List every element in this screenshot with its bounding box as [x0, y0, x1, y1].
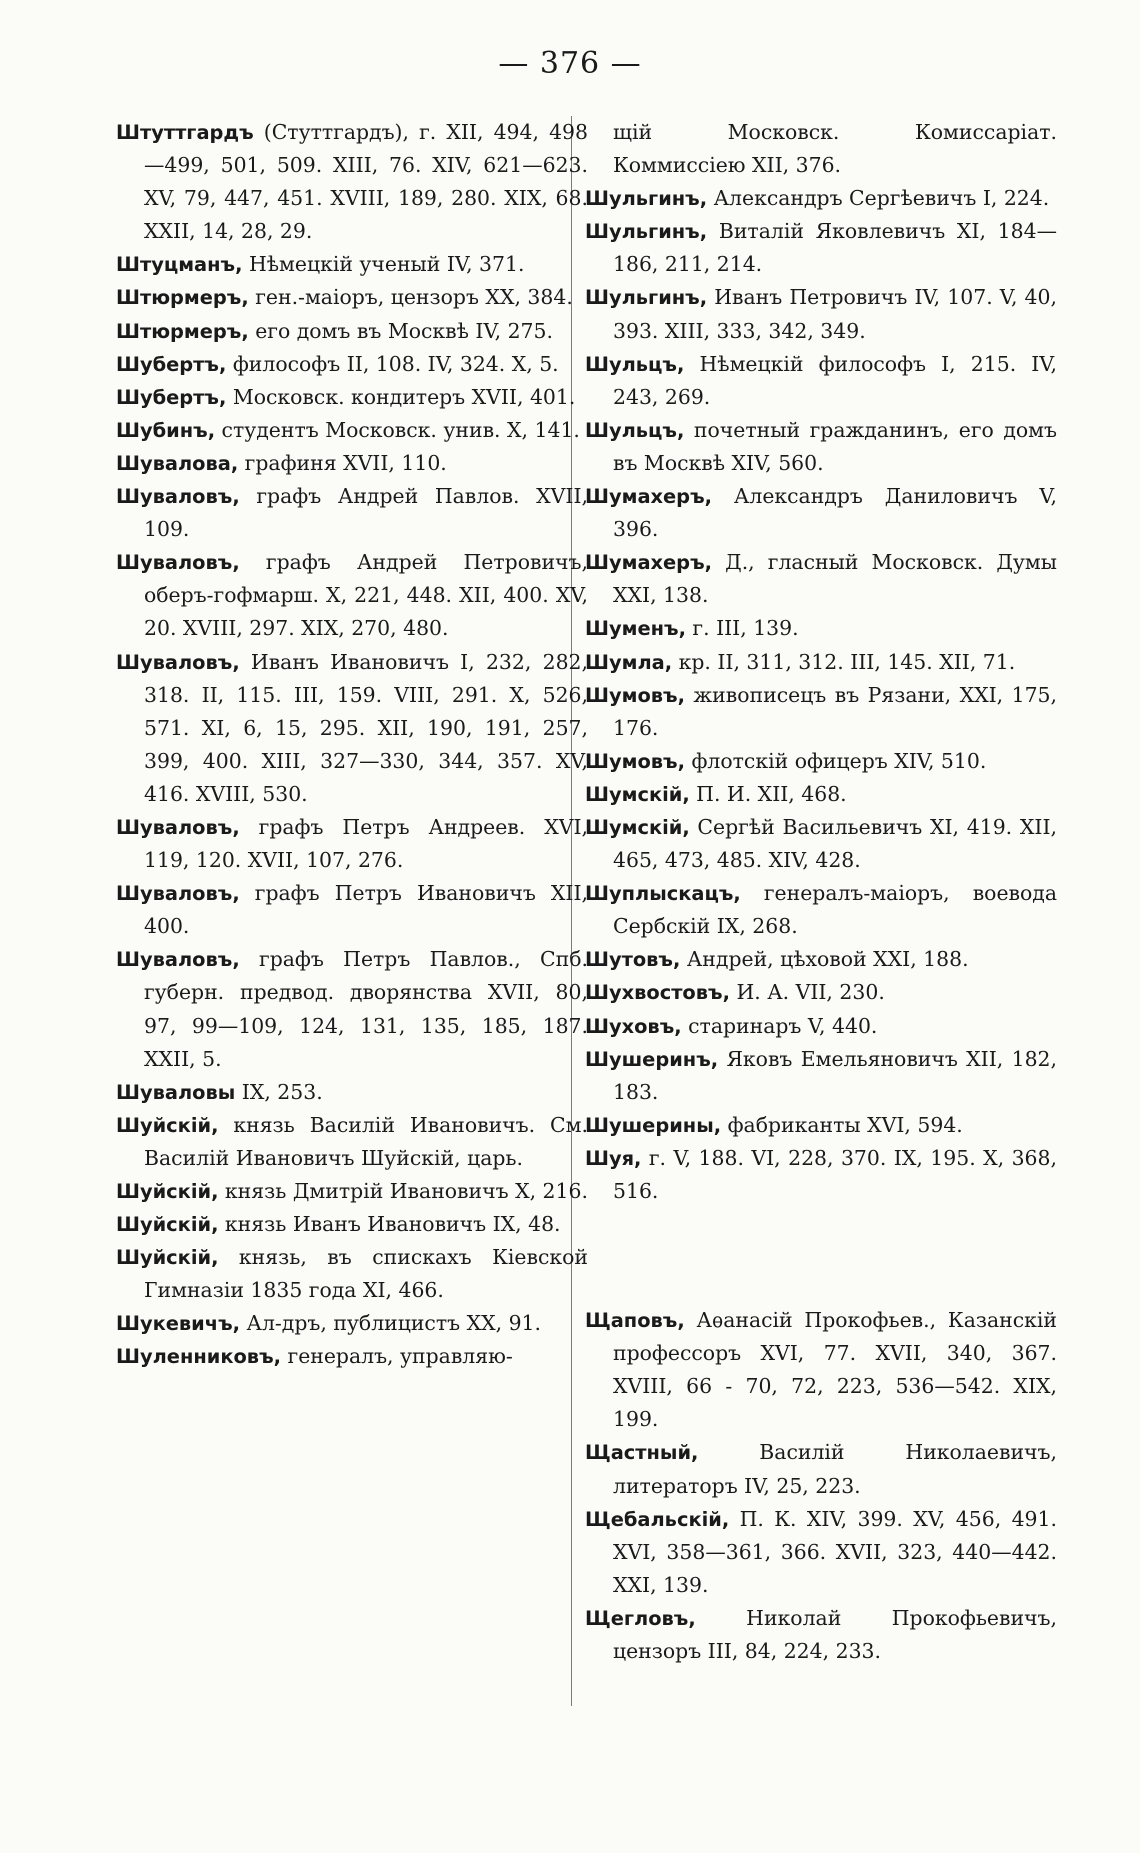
entry-text: студентъ Московск. унив. X, 141.	[215, 417, 580, 442]
entry-name: Шумовъ,	[585, 683, 685, 707]
index-entry	[585, 612, 1057, 645]
index-entry	[116, 414, 588, 447]
entry-name: Шумскій,	[585, 782, 690, 806]
entry-text: старинаръ V, 440.	[681, 1013, 878, 1038]
index-entry	[116, 1076, 588, 1109]
entry-text: князь, въ спискахъ Кіевской Гимназіи 1835 года XI, 466.	[144, 1245, 588, 1303]
entry-text: И. А. VII, 230.	[729, 980, 885, 1005]
index-entry	[116, 646, 588, 811]
entry-name: Щегловъ,	[585, 1606, 696, 1630]
entry-name: Шушерины,	[585, 1113, 722, 1137]
entry-text: кр. II, 311, 312. III, 145. XII, 71.	[672, 649, 1016, 674]
entry-text: Нѣмецкій ученый IV, 371.	[242, 252, 525, 277]
entry-name: Шутовъ,	[585, 948, 681, 972]
entry-text: П. К. XIV, 399. XV, 456, 491. XVI, 358—361, 366. XVII, 323, 440—442. XXI, 139.	[613, 1506, 1057, 1597]
entry-name: Шуменъ,	[585, 617, 686, 641]
entry-text: (Стуттгардъ), г. XII, 494, 498—499, 501, 509. XIII, 76. XIV, 621—623. XV, 79, 447, 451. XVIII, 189, 280. XIX, 68. XXII, 14, 28, 29.	[144, 120, 588, 244]
entry-name: Шуваловъ,	[116, 948, 240, 972]
entry-name: Шушеринъ,	[585, 1047, 719, 1071]
entry-name: Шуйскій,	[116, 1113, 219, 1137]
index-entry	[585, 1109, 1057, 1142]
entry-text: графъ Андрей Павлов. XVII, 109.	[144, 484, 588, 542]
index-entry	[585, 679, 1057, 745]
right-column	[585, 116, 1057, 1668]
entry-text: флотскій офицеръ XIV, 510.	[684, 748, 987, 773]
entry-name: Штюрмеръ,	[116, 286, 249, 310]
index-entry	[585, 976, 1057, 1009]
entry-name: Шуйскій,	[116, 1246, 219, 1270]
entry-name: Шухвостовъ,	[585, 981, 730, 1005]
entry-text: Иванъ Ивановичъ I, 232, 282, 318. II, 115. III, 159. VIII, 291. X, 526, 571. XI, 6, 15, 295. XII, 190, 191, 257, 399, 400. XIII, 327—330, 344, 357. XV, 416. XVIII, 530.	[144, 649, 588, 806]
entry-text: Московск. кондитеръ XVII, 401.	[226, 384, 576, 409]
index-entry	[116, 281, 588, 314]
entry-text: князь Иванъ Ивановичъ IX, 48.	[218, 1212, 561, 1237]
entry-text: графиня XVII, 110.	[238, 450, 447, 475]
index-entry	[585, 1304, 1057, 1436]
entry-continuation: щій Московск. Комиссаріат. Коммиссіею XII, 376.	[613, 120, 1057, 178]
entry-text: графъ Петръ Ивановичъ XII, 400.	[144, 881, 588, 939]
entry-name: Шуваловы	[116, 1080, 236, 1104]
index-entry	[585, 546, 1057, 612]
entry-text: Яковъ Емельяновичъ XII, 182, 183.	[613, 1046, 1057, 1104]
index-entry	[585, 646, 1057, 679]
entry-text: Виталій Яковлевичъ XI, 184—186, 211, 214.	[613, 219, 1057, 277]
entry-text: Николай Прокофьевичъ, цензоръ III, 84, 224, 233.	[613, 1605, 1057, 1664]
index-entry	[116, 1208, 588, 1241]
index-entry	[116, 315, 588, 348]
entry-name: Шувалова,	[116, 451, 239, 475]
entry-name: Шукевичъ,	[116, 1312, 241, 1336]
entry-text: Иванъ Петровичъ IV, 107. V, 40, 393. XIII, 333, 342, 349.	[613, 285, 1057, 343]
entry-name: Шульгинъ,	[585, 187, 708, 211]
index-entry	[585, 745, 1057, 778]
entry-text: П. И. XII, 468.	[689, 781, 847, 806]
entry-name: Шубинъ,	[116, 418, 216, 442]
entry-name: Шуленниковъ,	[116, 1345, 282, 1369]
section-gap	[585, 1208, 1057, 1304]
entry-text: князь Дмитрій Ивановичъ X, 216.	[218, 1179, 588, 1203]
index-entry	[585, 480, 1057, 546]
entry-text: ген.-маіоръ, цензоръ XX, 384.	[248, 285, 573, 310]
entry-name: Штуцманъ,	[116, 253, 243, 277]
entry-text: Аѳанасій Прокофьев., Казанскій профессоръ XVI, 77. XVII, 340, 367. XVIII, 66 - 70, 72, 223, 536—542. XIX, 199.	[613, 1308, 1057, 1432]
entry-text: его домъ въ Москвѣ IV, 275.	[248, 318, 553, 343]
entry-name: Шуваловъ,	[116, 485, 240, 509]
entry-name: Шуваловъ,	[116, 815, 240, 839]
entry-name: Шуйскій,	[116, 1213, 219, 1237]
entry-name: Щаповъ,	[585, 1309, 685, 1333]
index-entry	[116, 381, 588, 414]
entry-text: графъ Андрей Петровичъ, оберъ-гофмарш. X, 221, 448. XII, 400. XV, 20. XVIII, 297. XIX, 270, 480.	[144, 550, 588, 641]
entry-name: Шумахеръ,	[585, 485, 713, 509]
entry-text: Ал-дръ, публицистъ XX, 91.	[240, 1311, 542, 1336]
entry-text: живописецъ въ Рязани, XXI, 175, 176.	[613, 682, 1057, 740]
index-entry	[585, 182, 1057, 215]
entry-name: Шубертъ,	[116, 385, 227, 409]
entry-name: Штуттгардъ	[116, 121, 254, 144]
entry-name: Шульгинъ,	[585, 286, 708, 310]
index-entry	[116, 943, 588, 1075]
index-entry	[585, 811, 1057, 877]
entry-text: Александръ Даниловичъ V, 396.	[613, 484, 1057, 542]
entry-text: Нѣмецкій философъ I, 215. IV, 243, 269.	[613, 351, 1057, 409]
entry-name: Штюрмеръ,	[116, 319, 249, 343]
entry-name: Шуваловъ,	[116, 882, 240, 906]
entry-name: Шуплыскацъ,	[585, 882, 741, 906]
index-entry	[116, 1340, 588, 1373]
index-entry	[116, 248, 588, 281]
index-entry	[585, 1043, 1057, 1109]
entry-name: Шуя,	[585, 1146, 642, 1170]
entry-name: Шуваловъ,	[116, 551, 240, 575]
entry-name: Шуваловъ,	[116, 650, 240, 674]
entry-text: генералъ, управляю-	[281, 1344, 513, 1369]
page-number: — 376 —	[498, 46, 642, 81]
index-entry	[585, 778, 1057, 811]
index-entry	[116, 811, 588, 877]
entry-name: Шубертъ,	[116, 352, 227, 376]
entry-text: фабриканты XVI, 594.	[721, 1112, 963, 1137]
entry-text: Д., гласный Московск. Думы XXI, 138.	[613, 550, 1057, 608]
left-column	[116, 116, 588, 1374]
entry-text: философъ II, 108. IV, 324. X, 5.	[226, 351, 559, 376]
entry-text: графъ Петръ Андреев. XVI, 119, 120. XVII, 107, 276.	[144, 814, 588, 873]
index-entry	[585, 281, 1057, 347]
index-entry	[116, 447, 588, 480]
index-entry	[116, 116, 588, 248]
index-entry	[116, 546, 588, 645]
entry-text: Александръ Сергѣевичъ I, 224.	[707, 186, 1050, 211]
entry-text: генералъ-маіоръ, воевода Сербскій IX, 268.	[613, 881, 1057, 939]
entry-name: Шуйскій,	[116, 1180, 219, 1203]
entry-name: Шульцъ,	[585, 352, 685, 376]
entry-text: Василій Николаевичъ, литераторъ IV, 25, 223.	[613, 1440, 1057, 1498]
index-entry	[116, 1241, 588, 1307]
index-entry	[585, 1010, 1057, 1043]
entry-name: Шульцъ,	[585, 418, 685, 442]
index-entry	[116, 1109, 588, 1175]
entry-name: Щебальскій,	[585, 1507, 730, 1531]
index-entry	[585, 1436, 1057, 1502]
index-entry	[116, 877, 588, 943]
entry-name: Шумахеръ,	[585, 551, 713, 575]
entry-name: Щастный,	[585, 1441, 699, 1465]
entry-name: Шумовъ,	[585, 749, 685, 773]
index-entry	[116, 480, 588, 546]
index-entry	[116, 348, 588, 381]
entry-text: Сергѣй Васильевичъ XI, 419. XII, 465, 473, 485. XIV, 428.	[613, 814, 1057, 873]
entry-text: графъ Петръ Павлов., Спб. губерн. предвод. дворянства XVII, 80, 97, 99—109, 124, 131, 135, 185, 187. XXII, 5.	[144, 947, 588, 1071]
index-entry	[585, 1503, 1057, 1602]
index-entry	[585, 1142, 1057, 1208]
entry-text: г. V, 188. VI, 228, 370. IX, 195. X, 368, 516.	[613, 1145, 1057, 1203]
entry-name: Шумскій,	[585, 815, 690, 839]
entry-name: Шульгинъ,	[585, 220, 708, 244]
entry-name: Шумла,	[585, 650, 673, 674]
index-entry	[585, 943, 1057, 976]
index-entry	[116, 1175, 588, 1208]
entry-text: г. III, 139.	[685, 616, 799, 641]
entry-text: князь Василій Ивановичъ. См. Василій Ивановичъ Шуйскій, царь.	[144, 1112, 588, 1170]
entry-text: почетный гражданинъ, его домъ въ Москвѣ XIV, 560.	[613, 417, 1057, 475]
entry-text: IX, 253.	[235, 1079, 323, 1104]
entry-text: Андрей, цѣховой XXI, 188.	[680, 947, 969, 972]
index-entry	[585, 348, 1057, 414]
index-entry	[585, 215, 1057, 281]
entry-name: Шуховъ,	[585, 1014, 682, 1038]
index-entry	[585, 414, 1057, 480]
index-entry	[585, 877, 1057, 943]
index-entry	[116, 1307, 588, 1340]
index-entry	[585, 1602, 1057, 1668]
